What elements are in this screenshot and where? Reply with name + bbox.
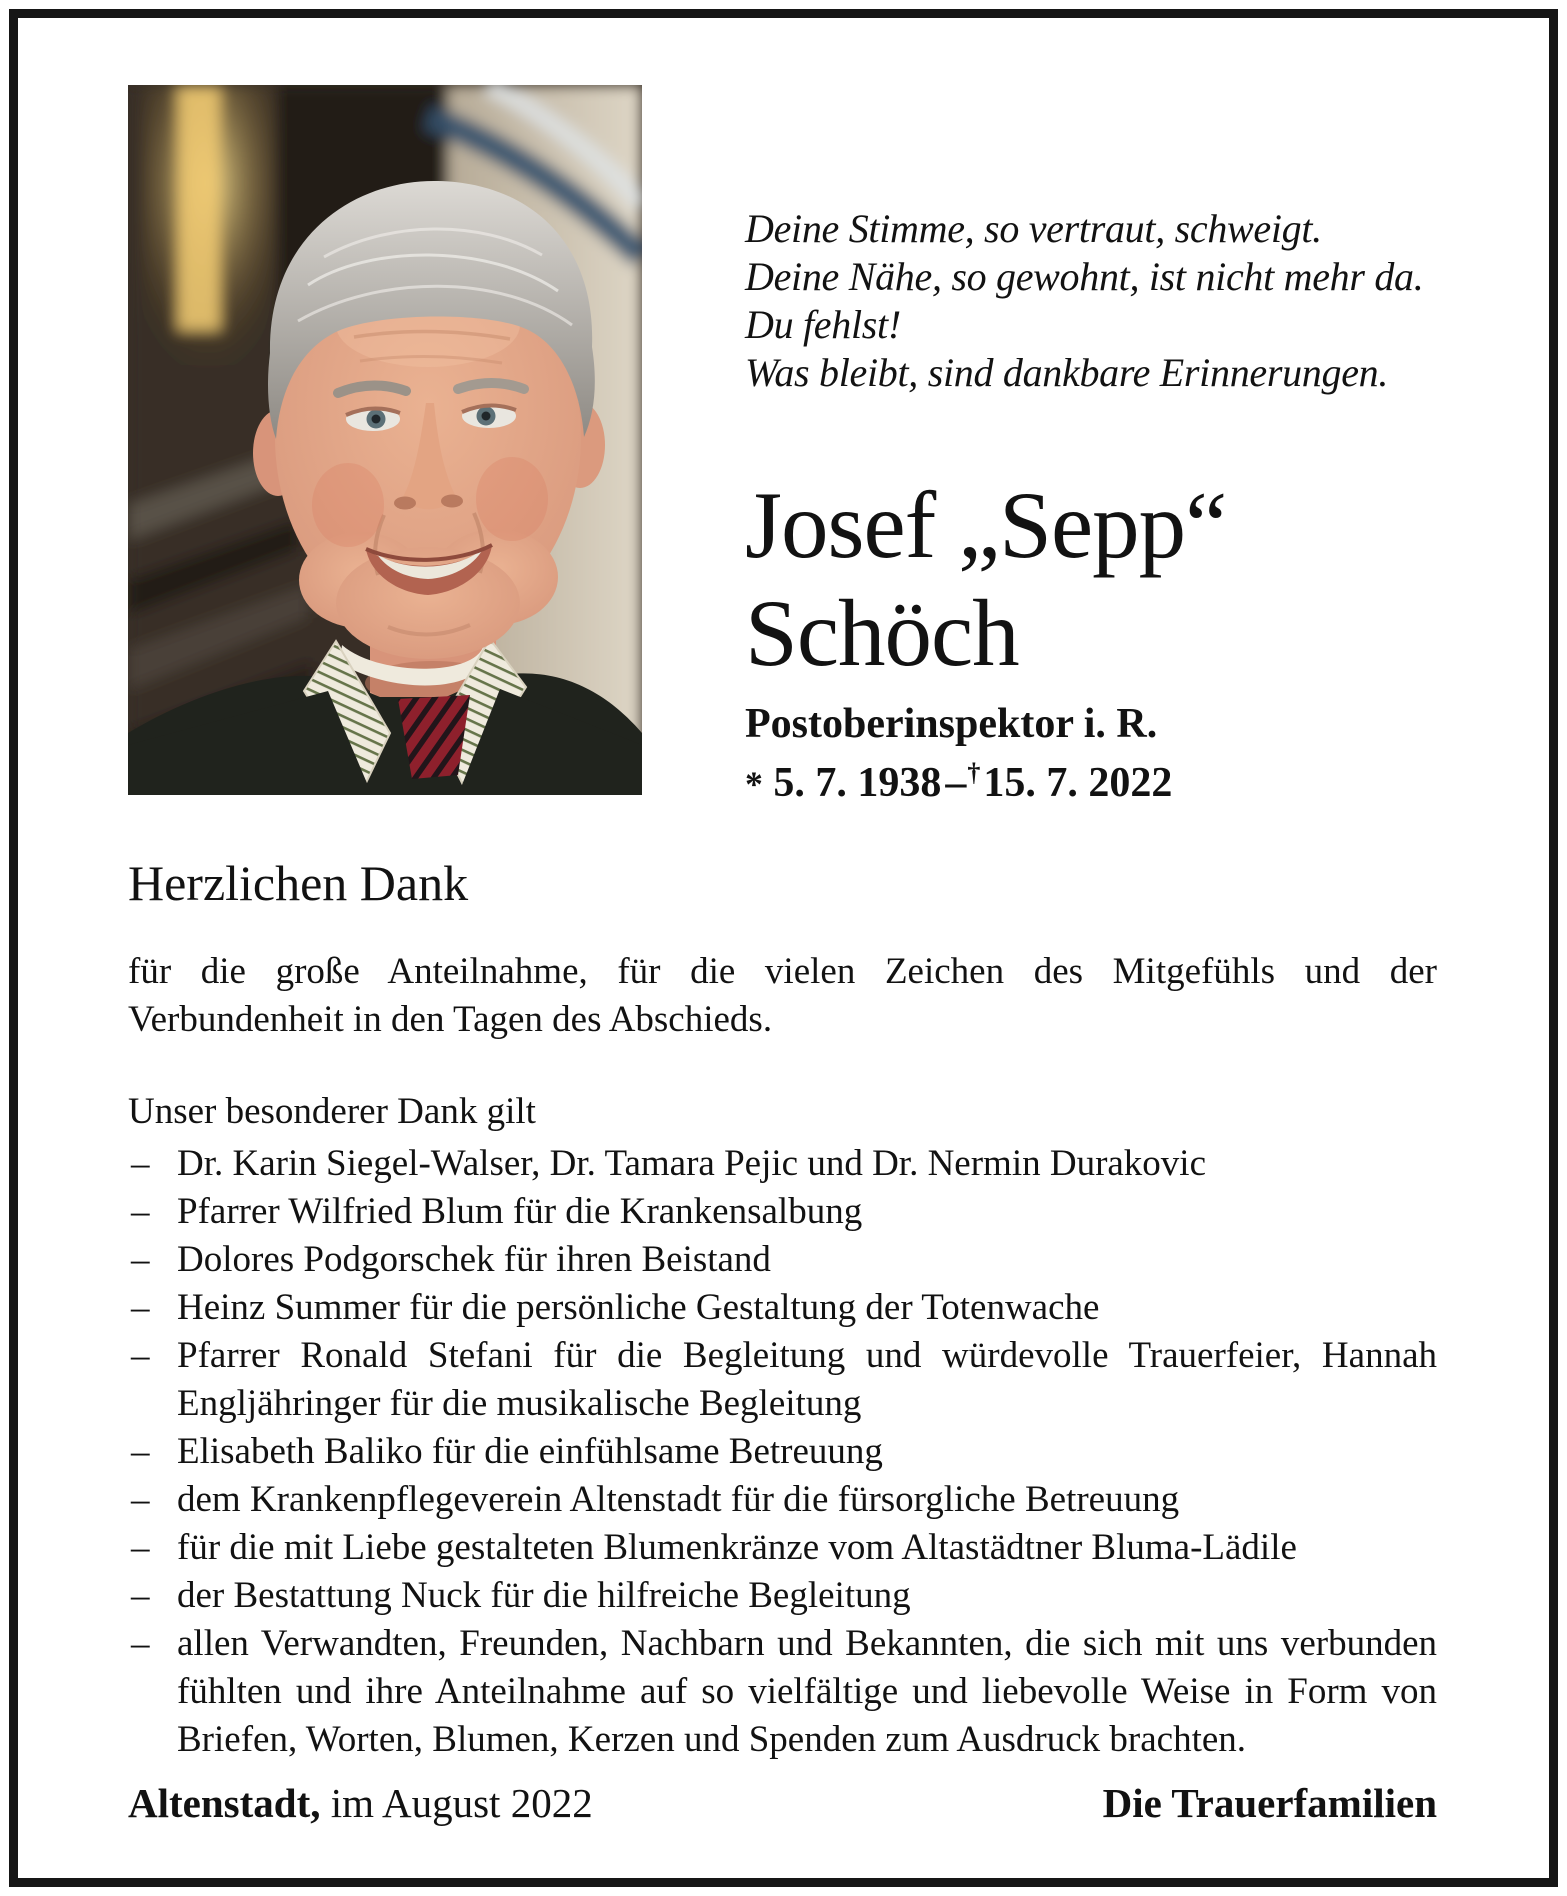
memorial-poem	[745, 205, 1437, 397]
list-item	[128, 1332, 1437, 1428]
list-item-text: allen Verwandten, Freunden, Nachbarn und Bekannten, die sich mit uns verbunden fühlten und ihre Anteilnahme auf so vielfältige und liebevolle Weise in Form von Briefen, Worten, Blumen, Kerzen und Spenden zum Ausdruck brachten.	[177, 1623, 1437, 1760]
list-dash: –	[131, 1335, 150, 1376]
birth-date: 5. 7. 1938	[773, 760, 942, 806]
death-date: 15. 7. 2022	[983, 760, 1173, 806]
list-dash: –	[131, 1287, 150, 1328]
list-item	[128, 1524, 1437, 1572]
special-thanks-intro: Unser besonderer Dank gilt	[128, 1091, 536, 1132]
death-symbol: †	[967, 758, 981, 787]
life-dates	[745, 749, 1437, 808]
portrait-photo	[128, 85, 642, 795]
footer-place-date	[128, 1778, 593, 1828]
list-dash: –	[131, 1575, 150, 1616]
footer-date: im August 2022	[330, 1780, 593, 1826]
list-dash: –	[131, 1431, 150, 1472]
list-item-text: Heinz Summer für die persönliche Gestaltung der Totenwache	[177, 1287, 1100, 1328]
list-item-text: dem Krankenpflegeverein Altenstadt für die fürsorgliche Betreuung	[177, 1479, 1180, 1520]
list-dash: –	[131, 1623, 150, 1664]
list-dash: –	[131, 1143, 150, 1184]
list-item-text: für die mit Liebe gestalteten Blumenkränze vom Altastädtner Bluma-Lädile	[177, 1527, 1297, 1568]
list-item	[128, 1620, 1437, 1764]
list-dash: –	[131, 1191, 150, 1232]
portrait-illustration	[128, 85, 642, 795]
list-item	[128, 1284, 1437, 1332]
list-dash: –	[131, 1527, 150, 1568]
list-item	[128, 1572, 1437, 1620]
footer	[128, 1778, 1437, 1828]
poem-line: Was bleibt, sind dankbare Erinnerungen.	[745, 350, 1389, 395]
right-column	[745, 205, 1437, 808]
thanks-list	[128, 1140, 1437, 1764]
deceased-name-line2: Schöch	[745, 580, 1019, 686]
thanks-intro: für die große Anteilnahme, für die vielen Zeichen des Mitgefühls und der Verbundenheit in den Tagen des Abschieds.	[128, 951, 1437, 1040]
list-item	[128, 1236, 1437, 1284]
footer-place: Altenstadt,	[128, 1780, 321, 1826]
deceased-title: Postoberinspektor i. R.	[745, 701, 1158, 747]
list-item-text: Dolores Podgorschek für ihren Beistand	[177, 1239, 771, 1280]
thanks-heading: Herzlichen Dank	[128, 855, 469, 911]
top-section	[128, 70, 1437, 806]
list-item-text: Pfarrer Wilfried Blum für die Krankensalbung	[177, 1191, 863, 1232]
list-dash: –	[131, 1479, 150, 1520]
list-item-text: Dr. Karin Siegel-Walser, Dr. Tamara Pejic und Dr. Nermin Durakovic	[177, 1143, 1207, 1184]
list-dash: –	[131, 1239, 150, 1280]
list-item	[128, 1140, 1437, 1188]
poem-line: Deine Stimme, so vertraut, schweigt.	[745, 206, 1322, 251]
list-item	[128, 1188, 1437, 1236]
deceased-name	[745, 471, 1437, 687]
list-item	[128, 1476, 1437, 1524]
obituary-content	[18, 18, 1549, 1878]
date-separator: –	[945, 760, 967, 806]
list-item-text: Pfarrer Ronald Stefani für die Begleitung und würdevolle Trauerfeier, Hannah Engljähringer für die musikalische Begleitung	[177, 1335, 1437, 1424]
poem-line: Deine Nähe, so gewohnt, ist nicht mehr da.	[745, 254, 1424, 299]
poem-line: Du fehlst!	[745, 302, 901, 347]
deceased-name-line1: Josef „Sepp“	[745, 472, 1227, 578]
birth-symbol: *	[745, 764, 763, 804]
list-item-text: Elisabeth Baliko für die einfühlsame Betreuung	[177, 1431, 883, 1472]
list-item	[128, 1428, 1437, 1476]
footer-signature: Die Trauerfamilien	[1102, 1780, 1437, 1826]
list-item-text: der Bestattung Nuck für die hilfreiche Begleitung	[177, 1575, 911, 1616]
